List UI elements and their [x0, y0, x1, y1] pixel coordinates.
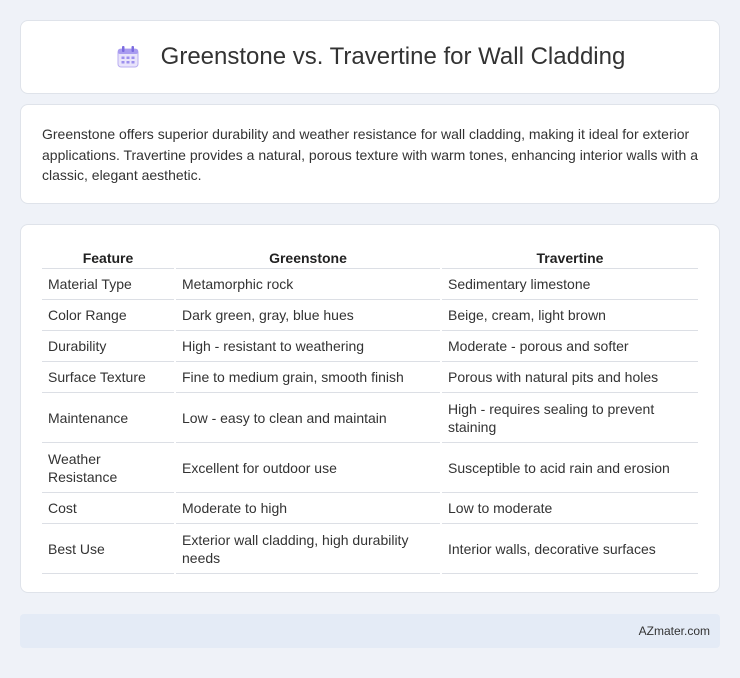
- travertine-cell: Porous with natural pits and holes: [442, 362, 698, 393]
- feature-cell: Maintenance: [42, 393, 174, 443]
- travertine-cell: Sedimentary limestone: [442, 269, 698, 300]
- table-row: [42, 300, 698, 331]
- travertine-cell: Moderate - porous and softer: [442, 331, 698, 362]
- feature-cell: Material Type: [42, 269, 174, 300]
- table-row: [42, 493, 698, 524]
- greenstone-cell: High - resistant to weathering: [176, 331, 440, 362]
- table-row: [42, 443, 698, 493]
- greenstone-cell: Dark green, gray, blue hues: [176, 300, 440, 331]
- column-header-travertine: Travertine: [442, 246, 698, 269]
- feature-cell: Durability: [42, 331, 174, 362]
- feature-cell: Surface Texture: [42, 362, 174, 393]
- feature-cell: Weather Resistance: [42, 443, 174, 493]
- calendar-icon: [115, 44, 141, 70]
- column-header-greenstone: Greenstone: [176, 246, 440, 269]
- travertine-cell: High - requires sealing to prevent staining: [442, 393, 698, 443]
- footer-brand: AZmater.com: [638, 624, 710, 638]
- comparison-table: [40, 246, 700, 574]
- title-wrap: [115, 43, 626, 71]
- summary-card: [20, 104, 720, 204]
- greenstone-cell: Fine to medium grain, smooth finish: [176, 362, 440, 393]
- table-row: [42, 362, 698, 393]
- greenstone-cell: Exterior wall cladding, high durability needs: [176, 524, 440, 574]
- greenstone-cell: Metamorphic rock: [176, 269, 440, 300]
- greenstone-cell: Moderate to high: [176, 493, 440, 524]
- feature-cell: Cost: [42, 493, 174, 524]
- footer: [20, 614, 720, 648]
- summary-text: Greenstone offers superior durability and weather resistance for wall cladding, making it ideal for exterior applications. Travertine provides a natural, porous texture with warm tones, enhancing interior walls with a classic, elegant aesthetic.: [42, 126, 698, 183]
- travertine-cell: Low to moderate: [442, 493, 698, 524]
- feature-cell: Color Range: [42, 300, 174, 331]
- table-row: [42, 269, 698, 300]
- table-header-row: [42, 246, 698, 269]
- title-card: [20, 20, 720, 94]
- page-title: Greenstone vs. Travertine for Wall Cladding: [160, 43, 626, 70]
- travertine-cell: Beige, cream, light brown: [442, 300, 698, 331]
- travertine-cell: Interior walls, decorative surfaces: [442, 524, 698, 574]
- comparison-card: [20, 224, 720, 593]
- table-row: [42, 393, 698, 443]
- table-row: [42, 331, 698, 362]
- column-header-feature: Feature: [42, 246, 174, 269]
- table-row: [42, 524, 698, 574]
- travertine-cell: Susceptible to acid rain and erosion: [442, 443, 698, 493]
- feature-cell: Best Use: [42, 524, 174, 574]
- greenstone-cell: Excellent for outdoor use: [176, 443, 440, 493]
- greenstone-cell: Low - easy to clean and maintain: [176, 393, 440, 443]
